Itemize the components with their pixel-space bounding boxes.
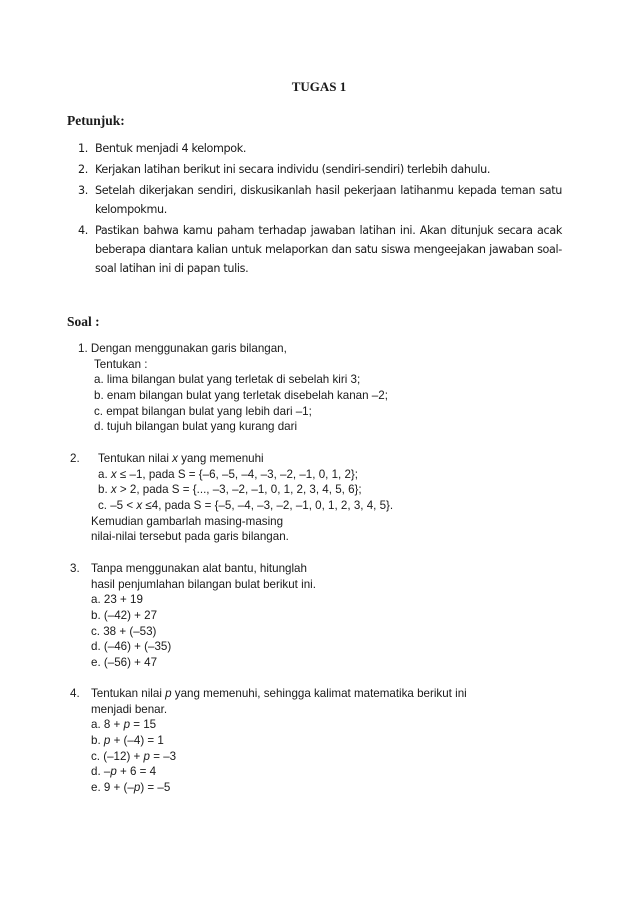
question-2-line: nilai-nilai tersebut pada garis bilangan. (91, 530, 289, 544)
questions-heading: Soal : (67, 314, 100, 329)
question-1-line: 1. Dengan menggunakan garis bilangan, (78, 342, 287, 355)
question-4 (78, 686, 467, 796)
question-1-line: b. enam bilangan bulat yang terletak disebelah kanan –2; (94, 389, 388, 403)
instructions-heading: Petunjuk: (67, 113, 125, 128)
question-2 (78, 451, 393, 545)
instruction-item (67, 221, 562, 278)
instruction-item (67, 181, 562, 219)
question-2-line: Tentukan nilai x yang memenuhi (98, 452, 264, 465)
instruction-text: Pastikan bahwa kamu paham terhadap jawaban latihan ini. Akan ditunjuk secara acak beberapa diantara kalian untuk melaporkan dan satu siswa mengeejakan jawaban soal-soal latihan ini di papan tulis. (95, 224, 562, 275)
instruction-number: 1. (78, 142, 88, 155)
instruction-number: 3. (78, 184, 88, 197)
question-1-line: d. tujuh bilangan bulat yang kurang dari (94, 420, 298, 434)
question-3 (78, 561, 316, 671)
question-4-line: c. (–12) + p = –3 (91, 749, 177, 763)
question-3-line: hasil penjumlahan bilangan bulat berikut ini. (91, 577, 316, 591)
question-1-line: c. empat bilangan bulat yang lebih dari –1; (94, 404, 312, 418)
question-4-number: 4. (70, 687, 80, 700)
instruction-item (67, 160, 562, 179)
question-3-line: c. 38 + (–53) (91, 624, 157, 638)
question-3-line: d. (–46) + (–35) (91, 640, 172, 654)
instruction-number: 2. (78, 163, 88, 176)
question-2-line: Kemudian gambarlah masing-masing (91, 514, 284, 528)
question-3-line: e. (–56) + 47 (91, 656, 158, 670)
instruction-number: 4. (78, 224, 88, 237)
instruction-text: Setelah dikerjakan sendiri, diskusikanlah hasil pekerjaan latihanmu kepada teman satu kelompokmu. (95, 184, 562, 216)
question-3-line: a. 23 + 19 (91, 593, 143, 607)
instruction-text: Kerjakan latihan berikut ini secara individu (sendiri-sendiri) terlebih dahulu. (95, 163, 491, 176)
question-3-line: Tanpa menggunakan alat bantu, hitunglah (91, 562, 307, 575)
document-title: TUGAS 1 (291, 79, 347, 94)
question-3-number: 3. (70, 562, 80, 575)
question-1-line: Tentukan : (94, 357, 148, 371)
instruction-item (67, 139, 562, 158)
question-4-line: Tentukan nilai p yang memenuhi, sehingga kalimat matematika berikut ini (91, 687, 467, 700)
question-2-line: a. x ≤ –1, pada S = {–6, –5, –4, –3, –2, –1, 0, 1, 2}; (98, 467, 359, 481)
question-4-line: menjadi benar. (91, 702, 168, 716)
question-2-line: b. x > 2, pada S = {..., –3, –2, –1, 0, 1, 2, 3, 4, 5, 6}; (98, 483, 362, 497)
question-4-line: d. –p + 6 = 4 (91, 765, 157, 779)
question-1-line: a. lima bilangan bulat yang terletak di sebelah kiri 3; (94, 373, 361, 387)
question-2-number: 2. (70, 452, 80, 465)
instruction-text: Bentuk menjadi 4 kelompok. (95, 142, 247, 155)
question-4-line: a. 8 + p = 15 (91, 718, 157, 732)
question-3-line: b. (–42) + 27 (91, 609, 158, 623)
question-2-line: c. –5 < x ≤4, pada S = {–5, –4, –3, –2, –1, 0, 1, 2, 3, 4, 5}. (98, 499, 394, 513)
question-1 (78, 341, 388, 435)
question-4-line: b. p + (–4) = 1 (91, 734, 164, 748)
question-4-line: e. 9 + (–p) = –5 (91, 781, 171, 795)
